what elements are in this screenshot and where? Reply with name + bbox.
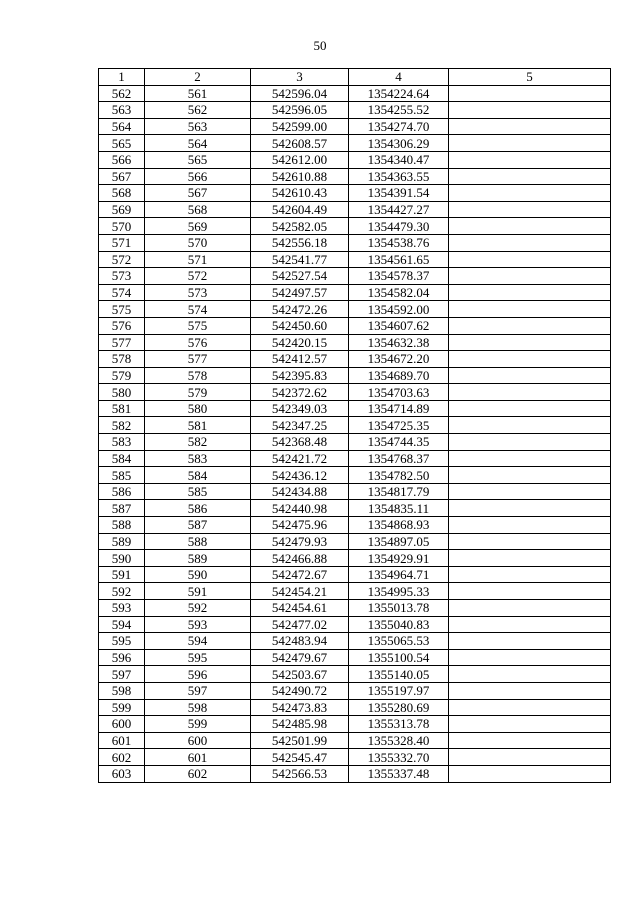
- table-row: [99, 168, 611, 185]
- y-coordinate-cell: 1355280.69: [349, 699, 449, 716]
- point-number-cell: 562: [145, 102, 251, 119]
- point-number-cell: 602: [145, 765, 251, 782]
- row-number-cell: 597: [99, 666, 145, 683]
- row-number-cell: 570: [99, 218, 145, 235]
- note-cell: [449, 118, 611, 135]
- note-cell: [449, 334, 611, 351]
- table-row: [99, 334, 611, 351]
- note-cell: [449, 600, 611, 617]
- table-body: [99, 69, 611, 783]
- y-coordinate-cell: 1354725.35: [349, 417, 449, 434]
- x-coordinate-cell: 542421.72: [251, 450, 349, 467]
- note-cell: [449, 765, 611, 782]
- table-row: [99, 682, 611, 699]
- x-coordinate-cell: 542610.43: [251, 185, 349, 202]
- table-row: [99, 716, 611, 733]
- table-row: [99, 533, 611, 550]
- x-coordinate-cell: 542454.61: [251, 600, 349, 617]
- table-row: [99, 351, 611, 368]
- x-coordinate-cell: 542440.98: [251, 500, 349, 517]
- row-number-cell: 569: [99, 201, 145, 218]
- x-coordinate-cell: 542610.88: [251, 168, 349, 185]
- table-row: [99, 400, 611, 417]
- x-coordinate-cell: 542497.57: [251, 284, 349, 301]
- table-header-row: [99, 69, 611, 86]
- x-coordinate-cell: 542412.57: [251, 351, 349, 368]
- point-number-cell: 575: [145, 317, 251, 334]
- row-number-cell: 564: [99, 118, 145, 135]
- x-coordinate-cell: 542395.83: [251, 367, 349, 384]
- table-row: [99, 616, 611, 633]
- row-number-cell: 571: [99, 234, 145, 251]
- note-cell: [449, 384, 611, 401]
- y-coordinate-cell: 1354995.33: [349, 583, 449, 600]
- point-number-cell: 581: [145, 417, 251, 434]
- x-coordinate-cell: 542503.67: [251, 666, 349, 683]
- x-coordinate-cell: 542477.02: [251, 616, 349, 633]
- row-number-cell: 566: [99, 151, 145, 168]
- point-number-cell: 599: [145, 716, 251, 733]
- y-coordinate-cell: 1354632.38: [349, 334, 449, 351]
- note-cell: [449, 301, 611, 318]
- column-header-2: 2: [145, 69, 251, 86]
- row-number-cell: 595: [99, 633, 145, 650]
- note-cell: [449, 467, 611, 484]
- y-coordinate-cell: 1354592.00: [349, 301, 449, 318]
- x-coordinate-cell: 542450.60: [251, 317, 349, 334]
- y-coordinate-cell: 1355065.53: [349, 633, 449, 650]
- note-cell: [449, 716, 611, 733]
- row-number-cell: 576: [99, 317, 145, 334]
- x-coordinate-cell: 542475.96: [251, 517, 349, 534]
- row-number-cell: 583: [99, 434, 145, 451]
- point-number-cell: 582: [145, 434, 251, 451]
- point-number-cell: 596: [145, 666, 251, 683]
- table-row: [99, 699, 611, 716]
- table-row: [99, 467, 611, 484]
- row-number-cell: 593: [99, 600, 145, 617]
- x-coordinate-cell: 542466.88: [251, 550, 349, 567]
- table-row: [99, 384, 611, 401]
- row-number-cell: 572: [99, 251, 145, 268]
- row-number-cell: 567: [99, 168, 145, 185]
- point-number-cell: 569: [145, 218, 251, 235]
- x-coordinate-cell: 542501.99: [251, 732, 349, 749]
- row-number-cell: 591: [99, 566, 145, 583]
- point-number-cell: 600: [145, 732, 251, 749]
- y-coordinate-cell: 1355140.05: [349, 666, 449, 683]
- row-number-cell: 568: [99, 185, 145, 202]
- point-number-cell: 576: [145, 334, 251, 351]
- table-row: [99, 367, 611, 384]
- note-cell: [449, 732, 611, 749]
- x-coordinate-cell: 542420.15: [251, 334, 349, 351]
- note-cell: [449, 284, 611, 301]
- point-number-cell: 572: [145, 268, 251, 285]
- point-number-cell: 580: [145, 400, 251, 417]
- row-number-cell: 588: [99, 517, 145, 534]
- y-coordinate-cell: 1355328.40: [349, 732, 449, 749]
- note-cell: [449, 649, 611, 666]
- x-coordinate-cell: 542604.49: [251, 201, 349, 218]
- y-coordinate-cell: 1354782.50: [349, 467, 449, 484]
- note-cell: [449, 168, 611, 185]
- x-coordinate-cell: 542479.67: [251, 649, 349, 666]
- table-row: [99, 649, 611, 666]
- column-header-1: 1: [99, 69, 145, 86]
- note-cell: [449, 566, 611, 583]
- point-number-cell: 585: [145, 483, 251, 500]
- y-coordinate-cell: 1355332.70: [349, 749, 449, 766]
- point-number-cell: 578: [145, 367, 251, 384]
- point-number-cell: 571: [145, 251, 251, 268]
- point-number-cell: 573: [145, 284, 251, 301]
- row-number-cell: 587: [99, 500, 145, 517]
- y-coordinate-cell: 1354897.05: [349, 533, 449, 550]
- x-coordinate-cell: 542556.18: [251, 234, 349, 251]
- x-coordinate-cell: 542608.57: [251, 135, 349, 152]
- x-coordinate-cell: 542434.88: [251, 483, 349, 500]
- note-cell: [449, 533, 611, 550]
- point-number-cell: 570: [145, 234, 251, 251]
- y-coordinate-cell: 1354538.76: [349, 234, 449, 251]
- y-coordinate-cell: 1354672.20: [349, 351, 449, 368]
- y-coordinate-cell: 1354363.55: [349, 168, 449, 185]
- note-cell: [449, 616, 611, 633]
- x-coordinate-cell: 542454.21: [251, 583, 349, 600]
- point-number-cell: 586: [145, 500, 251, 517]
- row-number-cell: 565: [99, 135, 145, 152]
- note-cell: [449, 517, 611, 534]
- note-cell: [449, 351, 611, 368]
- table-row: [99, 434, 611, 451]
- table-row: [99, 135, 611, 152]
- table-row: [99, 218, 611, 235]
- coordinates-table: [98, 68, 611, 783]
- y-coordinate-cell: 1354340.47: [349, 151, 449, 168]
- table-row: [99, 201, 611, 218]
- y-coordinate-cell: 1355197.97: [349, 682, 449, 699]
- y-coordinate-cell: 1354868.93: [349, 517, 449, 534]
- note-cell: [449, 500, 611, 517]
- note-cell: [449, 102, 611, 119]
- point-number-cell: 584: [145, 467, 251, 484]
- point-number-cell: 583: [145, 450, 251, 467]
- note-cell: [449, 317, 611, 334]
- x-coordinate-cell: 542472.26: [251, 301, 349, 318]
- y-coordinate-cell: 1354255.52: [349, 102, 449, 119]
- point-number-cell: 588: [145, 533, 251, 550]
- row-number-cell: 581: [99, 400, 145, 417]
- y-coordinate-cell: 1354964.71: [349, 566, 449, 583]
- x-coordinate-cell: 542582.05: [251, 218, 349, 235]
- table-row: [99, 633, 611, 650]
- x-coordinate-cell: 542541.77: [251, 251, 349, 268]
- row-number-cell: 577: [99, 334, 145, 351]
- point-number-cell: 597: [145, 682, 251, 699]
- table-row: [99, 251, 611, 268]
- table-row: [99, 450, 611, 467]
- row-number-cell: 596: [99, 649, 145, 666]
- table-row: [99, 234, 611, 251]
- x-coordinate-cell: 542596.05: [251, 102, 349, 119]
- point-number-cell: 589: [145, 550, 251, 567]
- note-cell: [449, 550, 611, 567]
- y-coordinate-cell: 1354703.63: [349, 384, 449, 401]
- note-cell: [449, 367, 611, 384]
- y-coordinate-cell: 1354391.54: [349, 185, 449, 202]
- row-number-cell: 562: [99, 85, 145, 102]
- table-row: [99, 284, 611, 301]
- table-row: [99, 102, 611, 119]
- column-header-5: 5: [449, 69, 611, 86]
- point-number-cell: 565: [145, 151, 251, 168]
- table-row: [99, 550, 611, 567]
- note-cell: [449, 185, 611, 202]
- row-number-cell: 579: [99, 367, 145, 384]
- point-number-cell: 568: [145, 201, 251, 218]
- note-cell: [449, 234, 611, 251]
- point-number-cell: 591: [145, 583, 251, 600]
- table-row: [99, 500, 611, 517]
- point-number-cell: 593: [145, 616, 251, 633]
- note-cell: [449, 483, 611, 500]
- table-row: [99, 749, 611, 766]
- row-number-cell: 598: [99, 682, 145, 699]
- note-cell: [449, 201, 611, 218]
- y-coordinate-cell: 1355013.78: [349, 600, 449, 617]
- note-cell: [449, 682, 611, 699]
- y-coordinate-cell: 1354306.29: [349, 135, 449, 152]
- x-coordinate-cell: 542545.47: [251, 749, 349, 766]
- row-number-cell: 574: [99, 284, 145, 301]
- point-number-cell: 598: [145, 699, 251, 716]
- point-number-cell: 595: [145, 649, 251, 666]
- x-coordinate-cell: 542596.04: [251, 85, 349, 102]
- note-cell: [449, 85, 611, 102]
- row-number-cell: 600: [99, 716, 145, 733]
- point-number-cell: 579: [145, 384, 251, 401]
- x-coordinate-cell: 542485.98: [251, 716, 349, 733]
- table-row: [99, 583, 611, 600]
- y-coordinate-cell: 1354274.70: [349, 118, 449, 135]
- x-coordinate-cell: 542349.03: [251, 400, 349, 417]
- table-row: [99, 600, 611, 617]
- table-row: [99, 268, 611, 285]
- point-number-cell: 601: [145, 749, 251, 766]
- y-coordinate-cell: 1354744.35: [349, 434, 449, 451]
- row-number-cell: 602: [99, 749, 145, 766]
- table-row: [99, 417, 611, 434]
- point-number-cell: 574: [145, 301, 251, 318]
- row-number-cell: 580: [99, 384, 145, 401]
- note-cell: [449, 417, 611, 434]
- y-coordinate-cell: 1354817.79: [349, 483, 449, 500]
- note-cell: [449, 135, 611, 152]
- column-header-4: 4: [349, 69, 449, 86]
- row-number-cell: 563: [99, 102, 145, 119]
- x-coordinate-cell: 542527.54: [251, 268, 349, 285]
- table-row: [99, 185, 611, 202]
- y-coordinate-cell: 1355040.83: [349, 616, 449, 633]
- row-number-cell: 585: [99, 467, 145, 484]
- point-number-cell: 561: [145, 85, 251, 102]
- x-coordinate-cell: 542472.67: [251, 566, 349, 583]
- y-coordinate-cell: 1355100.54: [349, 649, 449, 666]
- y-coordinate-cell: 1354427.27: [349, 201, 449, 218]
- x-coordinate-cell: 542599.00: [251, 118, 349, 135]
- point-number-cell: 592: [145, 600, 251, 617]
- note-cell: [449, 749, 611, 766]
- table-row: [99, 301, 611, 318]
- y-coordinate-cell: 1354689.70: [349, 367, 449, 384]
- x-coordinate-cell: 542368.48: [251, 434, 349, 451]
- point-number-cell: 566: [145, 168, 251, 185]
- y-coordinate-cell: 1354578.37: [349, 268, 449, 285]
- point-number-cell: 563: [145, 118, 251, 135]
- y-coordinate-cell: 1354561.65: [349, 251, 449, 268]
- table-row: [99, 517, 611, 534]
- note-cell: [449, 151, 611, 168]
- point-number-cell: 590: [145, 566, 251, 583]
- table-row: [99, 765, 611, 782]
- row-number-cell: 594: [99, 616, 145, 633]
- x-coordinate-cell: 542490.72: [251, 682, 349, 699]
- column-header-3: 3: [251, 69, 349, 86]
- row-number-cell: 599: [99, 699, 145, 716]
- page-number: 50: [313, 38, 327, 53]
- row-number-cell: 589: [99, 533, 145, 550]
- note-cell: [449, 583, 611, 600]
- row-number-cell: 584: [99, 450, 145, 467]
- row-number-cell: 601: [99, 732, 145, 749]
- row-number-cell: 592: [99, 583, 145, 600]
- y-coordinate-cell: 1354768.37: [349, 450, 449, 467]
- table-row: [99, 566, 611, 583]
- table-row: [99, 151, 611, 168]
- note-cell: [449, 450, 611, 467]
- point-number-cell: 577: [145, 351, 251, 368]
- row-number-cell: 590: [99, 550, 145, 567]
- y-coordinate-cell: 1354224.64: [349, 85, 449, 102]
- row-number-cell: 603: [99, 765, 145, 782]
- note-cell: [449, 251, 611, 268]
- table-row: [99, 666, 611, 683]
- x-coordinate-cell: 542436.12: [251, 467, 349, 484]
- x-coordinate-cell: 542473.83: [251, 699, 349, 716]
- table-row: [99, 118, 611, 135]
- y-coordinate-cell: 1354714.89: [349, 400, 449, 417]
- table-row: [99, 483, 611, 500]
- y-coordinate-cell: 1354929.91: [349, 550, 449, 567]
- x-coordinate-cell: 542347.25: [251, 417, 349, 434]
- note-cell: [449, 666, 611, 683]
- x-coordinate-cell: 542566.53: [251, 765, 349, 782]
- y-coordinate-cell: 1354835.11: [349, 500, 449, 517]
- note-cell: [449, 699, 611, 716]
- row-number-cell: 575: [99, 301, 145, 318]
- y-coordinate-cell: 1354479.30: [349, 218, 449, 235]
- point-number-cell: 567: [145, 185, 251, 202]
- x-coordinate-cell: 542372.62: [251, 384, 349, 401]
- x-coordinate-cell: 542612.00: [251, 151, 349, 168]
- y-coordinate-cell: 1354582.04: [349, 284, 449, 301]
- table-row: [99, 732, 611, 749]
- note-cell: [449, 400, 611, 417]
- point-number-cell: 564: [145, 135, 251, 152]
- y-coordinate-cell: 1355337.48: [349, 765, 449, 782]
- note-cell: [449, 218, 611, 235]
- row-number-cell: 578: [99, 351, 145, 368]
- x-coordinate-cell: 542483.94: [251, 633, 349, 650]
- table-row: [99, 317, 611, 334]
- y-coordinate-cell: 1355313.78: [349, 716, 449, 733]
- y-coordinate-cell: 1354607.62: [349, 317, 449, 334]
- point-number-cell: 594: [145, 633, 251, 650]
- x-coordinate-cell: 542479.93: [251, 533, 349, 550]
- point-number-cell: 587: [145, 517, 251, 534]
- row-number-cell: 586: [99, 483, 145, 500]
- row-number-cell: 582: [99, 417, 145, 434]
- note-cell: [449, 633, 611, 650]
- row-number-cell: 573: [99, 268, 145, 285]
- note-cell: [449, 268, 611, 285]
- note-cell: [449, 434, 611, 451]
- table-row: [99, 85, 611, 102]
